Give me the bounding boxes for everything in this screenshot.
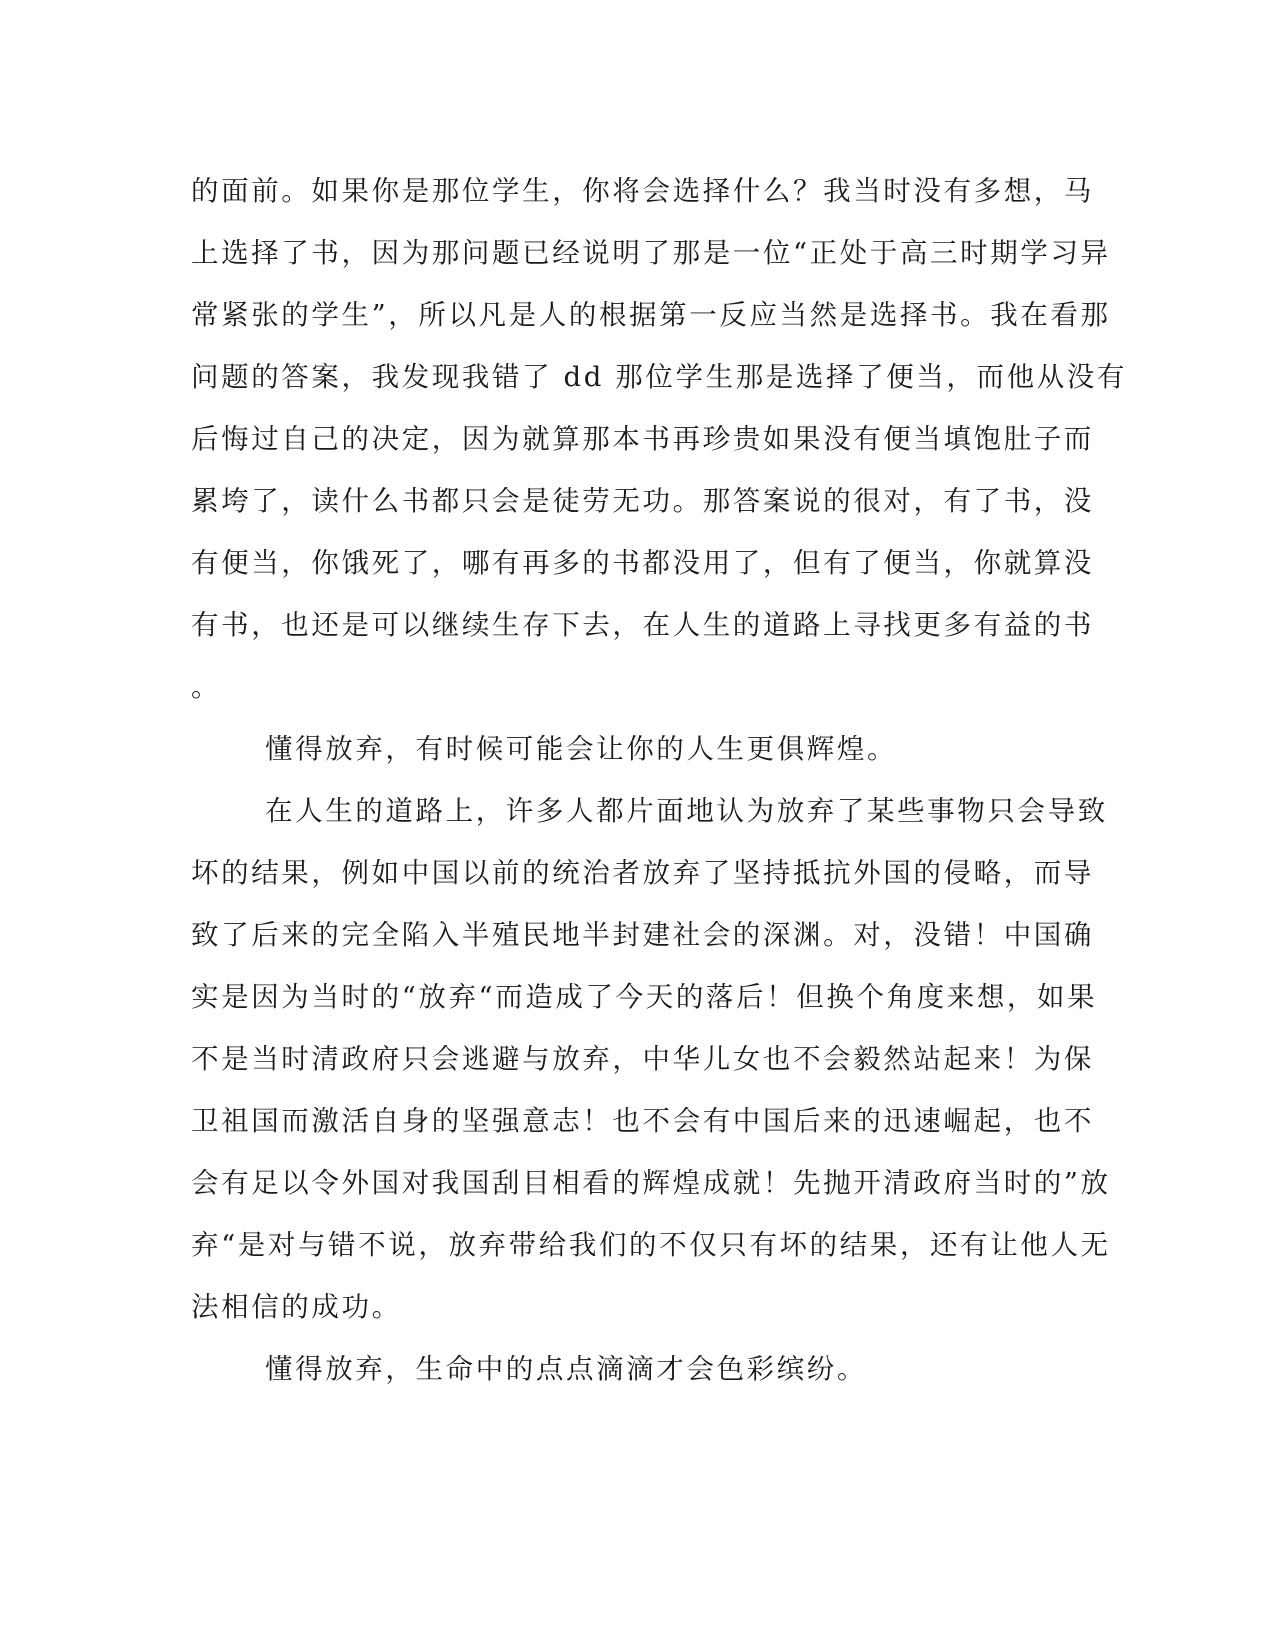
paragraph-heading-line: 懂得放弃，生命中的点点滴滴才会色彩缤纷。	[265, 1353, 867, 1385]
text-line: 实是因为当时的“放弃“而造成了今天的落后！但换个角度来想，如果	[191, 981, 1098, 1013]
text-line: 后悔过自己的决定，因为就算那本书再珍贵如果没有便当填饱肚子而	[191, 423, 1094, 455]
text-line: 卫祖国而激活自身的坚强意志！也不会有中国后来的迅速崛起，也不	[191, 1105, 1094, 1137]
text-line: 不是当时清政府只会逃避与放弃，中华儿女也不会毅然站起来！为保	[191, 1043, 1094, 1075]
text-line: 常紧张的学生”，所以凡是人的根据第一反应当然是选择书。我在看那	[191, 299, 1111, 331]
paragraph-first-line: 在人生的道路上，许多人都片面地认为放弃了某些事物只会导致	[265, 795, 1108, 827]
paragraph-heading-line: 懂得放弃，有时候可能会让你的人生更俱辉煌。	[265, 733, 898, 765]
text-line: 的面前。如果你是那位学生，你将会选择什么？我当时没有多想，马	[191, 175, 1094, 207]
text-line: 致了后来的完全陷入半殖民地半封建社会的深渊。对，没错！中国确	[191, 919, 1094, 951]
text-line: 有书，也还是可以继续生存下去，在人生的道路上寻找更多有益的书	[191, 609, 1094, 641]
document-body	[191, 160, 1127, 1400]
text-line: 会有足以令外国对我国刮目相看的辉煌成就！先抛开清政府当时的”放	[191, 1167, 1111, 1199]
text-line: 上选择了书，因为那问题已经说明了那是一位“正处于高三时期学习异	[191, 237, 1111, 269]
text-line: 弃“是对与错不说，放弃带给我们的不仅只有坏的结果，还有让他人无	[191, 1229, 1111, 1261]
text-line: 坏的结果，例如中国以前的统治者放弃了坚持抵抗外国的侵略，而导	[191, 857, 1094, 889]
text-line: 。	[191, 671, 222, 703]
text-line: 法相信的成功。	[191, 1291, 402, 1323]
text-line: 有便当，你饿死了，哪有再多的书都没用了，但有了便当，你就算没	[191, 547, 1094, 579]
text-line: 累垮了，读什么书都只会是徒劳无功。那答案说的很对，有了书，没	[191, 485, 1094, 517]
text-line: 问题的答案，我发现我错了 dd 那位学生那是选择了便当，而他从没有	[191, 361, 1127, 393]
